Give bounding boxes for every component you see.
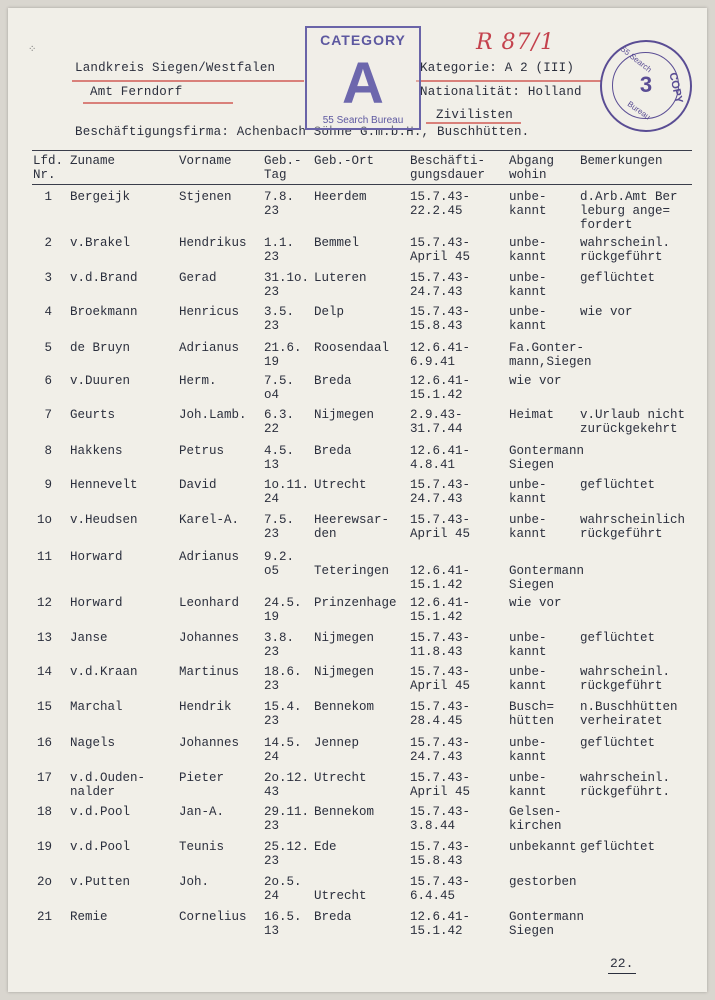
copy-stamp-ring-top: 55 Search	[619, 44, 654, 75]
cell-bemerkungen: wahrscheinl. rückgeführt	[580, 665, 671, 693]
cell-zuname: v.Putten	[70, 875, 131, 889]
cell-geb-ort: Teteringen	[314, 564, 390, 578]
red-underline-landkreis	[72, 80, 304, 82]
cell-bemerkungen: geflüchtet	[580, 840, 656, 854]
cell-zuname: Remie	[70, 910, 108, 924]
cell-dauer: 2.9.43- 31.7.44	[410, 408, 463, 436]
cell-geb-tag: 6.3. 22	[264, 408, 295, 436]
red-underline-amt	[83, 102, 233, 104]
nationalitaet-line: Nationalität: Holland	[420, 85, 582, 99]
cell-geb-tag: 15.4. 23	[264, 700, 302, 728]
copy-stamp	[600, 40, 692, 132]
cell-geb-ort: Nijmegen	[314, 665, 375, 679]
cell-geb-tag: 7.5. o4	[264, 374, 295, 402]
red-underline-kategorie	[416, 80, 601, 82]
cell-zuname: Janse	[70, 631, 108, 645]
cell-geb-tag: 1o.11. 24	[264, 478, 310, 506]
cell-abgang: Gontermann Siegen	[509, 444, 585, 472]
cell-geb-ort: Utrecht	[314, 478, 367, 492]
category-stamp-footer: 55 Search Bureau	[322, 115, 404, 126]
category-stamp-letter: A	[342, 51, 384, 116]
page-number: 22.	[610, 956, 634, 971]
cell-vorname: Adrianus	[179, 341, 240, 355]
cell-zuname: v.Heudsen	[70, 513, 138, 527]
cell-dauer: 15.7.43- 3.8.44	[410, 805, 471, 833]
cell-vorname: Hendrik	[179, 700, 232, 714]
col-header-nr: Lfd. Nr.	[33, 154, 64, 182]
cell-dauer: 12.6.41- 15.1.42	[410, 374, 471, 402]
cell-nr: 15	[36, 700, 52, 714]
cell-bemerkungen: wahrscheinl. rückgeführt.	[580, 771, 671, 799]
col-header-geb-tag: Geb.- Tag	[264, 154, 302, 182]
punch-mark: ⁘	[28, 45, 37, 56]
cell-nr: 1o	[36, 513, 52, 527]
landkreis-line: Landkreis Siegen/Westfalen	[75, 61, 276, 75]
cell-nr: 13	[36, 631, 52, 645]
category-stamp-title: CATEGORY	[320, 32, 406, 48]
cell-zuname: Horward	[70, 596, 123, 610]
cell-geb-ort: Breda	[314, 910, 352, 924]
cell-geb-tag: 25.12. 23	[264, 840, 310, 868]
cell-bemerkungen: wahrscheinl. rückgeführt	[580, 236, 671, 264]
cell-vorname: Johannes	[179, 736, 240, 750]
cell-geb-ort: Bennekom	[314, 700, 375, 714]
cell-geb-tag: 29.11. 23	[264, 805, 310, 833]
cell-nr: 7	[44, 408, 52, 422]
cell-vorname: Joh.Lamb.	[179, 408, 247, 422]
cell-bemerkungen: geflüchtet	[580, 271, 656, 285]
cell-dauer: 15.7.43- 24.7.43	[410, 736, 471, 764]
cell-zuname: v.Brakel	[70, 236, 131, 250]
col-header-dauer: Beschäfti- gungsdauer	[410, 154, 486, 182]
cell-geb-ort: Breda	[314, 374, 352, 388]
cell-abgang: Busch= hütten	[509, 700, 555, 728]
red-reference-mark: R 87/1	[476, 30, 555, 55]
cell-zuname: v.Duuren	[70, 374, 131, 388]
cell-zuname: Hakkens	[70, 444, 123, 458]
cell-abgang: wie vor	[509, 596, 562, 610]
cell-nr: 4	[44, 305, 52, 319]
cell-abgang: Fa.Gonter- mann,Siegen	[509, 341, 592, 369]
cell-nr: 12	[36, 596, 52, 610]
col-header-zuname: Zuname	[70, 154, 116, 168]
copy-stamp-ring-bottom: Bureau	[625, 99, 653, 122]
cell-zuname: Horward	[70, 550, 123, 564]
cell-vorname: Herm.	[179, 374, 217, 388]
cell-bemerkungen: wie vor	[580, 305, 633, 319]
cell-nr: 16	[36, 736, 52, 750]
cell-abgang: gestorben	[509, 875, 577, 889]
cell-zuname: de Bruyn	[70, 341, 131, 355]
cell-abgang: unbe- kannt	[509, 631, 547, 659]
cell-abgang: unbekannt	[509, 840, 577, 854]
cell-zuname: v.d.Kraan	[70, 665, 138, 679]
cell-abgang: unbe- kannt	[509, 513, 547, 541]
kategorie-line: Kategorie: A 2 (III)	[420, 61, 575, 75]
amt-line: Amt Ferndorf	[90, 85, 183, 99]
cell-dauer: 15.7.43- 24.7.43	[410, 478, 471, 506]
cell-dauer: 12.6.41- 15.1.42	[410, 596, 471, 624]
cell-vorname: Johannes	[179, 631, 240, 645]
cell-geb-ort: Bemmel	[314, 236, 360, 250]
cell-vorname: Hendrikus	[179, 236, 247, 250]
cell-dauer: 12.6.41- 4.8.41	[410, 444, 471, 472]
cell-geb-tag: 2o.5. 24	[264, 875, 302, 903]
cell-abgang: Gontermann Siegen	[509, 564, 585, 592]
cell-geb-ort: Jennep	[314, 736, 360, 750]
cell-geb-tag: 2o.12. 43	[264, 771, 310, 799]
cell-bemerkungen: n.Buschhütten verheiratet	[580, 700, 678, 728]
firma-line: Beschäftigungsfirma: Achenbach Söhne G.m.b.H., Buschhütten.	[75, 125, 530, 139]
document-page	[8, 8, 707, 992]
cell-dauer: 12.6.41- 15.1.42	[410, 564, 471, 592]
cell-geb-ort: Luteren	[314, 271, 367, 285]
cell-zuname: Broekmann	[70, 305, 138, 319]
cell-geb-ort: Breda	[314, 444, 352, 458]
cell-geb-tag: 18.6. 23	[264, 665, 302, 693]
cell-nr: 8	[44, 444, 52, 458]
col-header-abgang: Abgang wohin	[509, 154, 555, 182]
cell-dauer: 15.7.43- 15.8.43	[410, 305, 471, 333]
cell-vorname: David	[179, 478, 217, 492]
cell-dauer: 12.6.41- 15.1.42	[410, 910, 471, 938]
copy-stamp-word: COPY	[666, 71, 685, 105]
cell-geb-tag: 3.5. 23	[264, 305, 295, 333]
cell-nr: 5	[44, 341, 52, 355]
cell-bemerkungen: v.Urlaub nicht zurückgekehrt	[580, 408, 686, 436]
cell-geb-ort: Heerdem	[314, 190, 367, 204]
cell-dauer: 15.7.43- 28.4.45	[410, 700, 471, 728]
cell-dauer: 15.7.43- 6.4.45	[410, 875, 471, 903]
cell-dauer: 15.7.43- 15.8.43	[410, 840, 471, 868]
table-top-rule	[32, 150, 692, 151]
cell-abgang: Gelsen- kirchen	[509, 805, 562, 833]
cell-geb-tag: 21.6. 19	[264, 341, 302, 369]
cell-vorname: Cornelius	[179, 910, 247, 924]
cell-abgang: unbe- kannt	[509, 771, 547, 799]
cell-nr: 3	[44, 271, 52, 285]
cell-vorname: Karel-A.	[179, 513, 240, 527]
cell-abgang: unbe- kannt	[509, 236, 547, 264]
cell-nr: 18	[36, 805, 52, 819]
cell-vorname: Petrus	[179, 444, 225, 458]
cell-bemerkungen: geflüchtet	[580, 631, 656, 645]
cell-vorname: Stjenen	[179, 190, 232, 204]
cell-dauer: 12.6.41- 6.9.41	[410, 341, 471, 369]
cell-geb-tag: 1.1. 23	[264, 236, 295, 264]
cell-dauer: 15.7.43- April 45	[410, 236, 471, 264]
cell-bemerkungen: geflüchtet	[580, 736, 656, 750]
cell-geb-tag: 14.5. 24	[264, 736, 302, 764]
cell-vorname: Gerad	[179, 271, 217, 285]
cell-nr: 19	[36, 840, 52, 854]
cell-abgang: unbe- kannt	[509, 665, 547, 693]
table-header-rule	[32, 184, 692, 185]
page-number-underline	[608, 973, 636, 974]
cell-geb-tag: 31.1o. 23	[264, 271, 310, 299]
cell-geb-tag: 9.2. o5	[264, 550, 295, 578]
cell-geb-ort: Utrecht	[314, 771, 367, 785]
cell-dauer: 15.7.43- 24.7.43	[410, 271, 471, 299]
cell-vorname: Pieter	[179, 771, 225, 785]
zivilisten-line: Zivilisten	[436, 108, 514, 122]
cell-abgang: unbe- kannt	[509, 190, 547, 218]
cell-dauer: 15.7.43- April 45	[410, 665, 471, 693]
cell-geb-tag: 3.8. 23	[264, 631, 295, 659]
cell-dauer: 15.7.43- April 45	[410, 771, 471, 799]
cell-abgang: Gontermann Siegen	[509, 910, 585, 938]
cell-vorname: Leonhard	[179, 596, 240, 610]
cell-abgang: unbe- kannt	[509, 305, 547, 333]
col-header-bemerkungen: Bemerkungen	[580, 154, 663, 168]
cell-nr: 11	[36, 550, 52, 564]
cell-geb-ort: Ede	[314, 840, 337, 854]
cell-geb-tag: 7.8. 23	[264, 190, 295, 218]
cell-geb-ort: Roosendaal	[314, 341, 390, 355]
cell-abgang: wie vor	[509, 374, 562, 388]
cell-vorname: Jan-A.	[179, 805, 225, 819]
cell-bemerkungen: geflüchtet	[580, 478, 656, 492]
cell-zuname: v.d.Ouden- nalder	[70, 771, 146, 799]
cell-zuname: v.d.Brand	[70, 271, 138, 285]
cell-abgang: unbe- kannt	[509, 271, 547, 299]
cell-zuname: v.d.Pool	[70, 840, 131, 854]
cell-zuname: v.d.Pool	[70, 805, 131, 819]
cell-abgang: Heimat	[509, 408, 555, 422]
cell-dauer: 15.7.43- 22.2.45	[410, 190, 471, 218]
cell-vorname: Martinus	[179, 665, 240, 679]
cell-geb-ort: Heerewsar- den	[314, 513, 390, 541]
col-header-geb-ort: Geb.-Ort	[314, 154, 375, 168]
cell-geb-ort: Delp	[314, 305, 345, 319]
cell-geb-tag: 4.5. 13	[264, 444, 295, 472]
cell-nr: 2	[44, 236, 52, 250]
cell-nr: 14	[36, 665, 52, 679]
cell-vorname: Adrianus	[179, 550, 240, 564]
cell-nr: 21	[36, 910, 52, 924]
cell-geb-ort: Bennekom	[314, 805, 375, 819]
cell-zuname: Hennevelt	[70, 478, 138, 492]
cell-bemerkungen: wahrscheinlich rückgeführt	[580, 513, 686, 541]
cell-bemerkungen: d.Arb.Amt Ber leburg ange= fordert	[580, 190, 678, 232]
col-header-vorname: Vorname	[179, 154, 232, 168]
cell-nr: 6	[44, 374, 52, 388]
red-underline-zivilisten	[426, 122, 521, 124]
copy-stamp-number: 3	[639, 72, 653, 97]
cell-geb-tag: 16.5. 13	[264, 910, 302, 938]
cell-dauer: 15.7.43- 11.8.43	[410, 631, 471, 659]
cell-zuname: Geurts	[70, 408, 116, 422]
cell-geb-ort: Prinzenhage	[314, 596, 397, 610]
cell-abgang: unbe- kannt	[509, 478, 547, 506]
cell-geb-tag: 7.5. 23	[264, 513, 295, 541]
cell-zuname: Bergeijk	[70, 190, 131, 204]
cell-nr: 9	[44, 478, 52, 492]
cell-vorname: Henricus	[179, 305, 240, 319]
cell-nr: 1	[44, 190, 52, 204]
cell-nr: 17	[36, 771, 52, 785]
cell-dauer: 15.7.43- April 45	[410, 513, 471, 541]
cell-nr: 2o	[36, 875, 52, 889]
cell-geb-ort: Nijmegen	[314, 631, 375, 645]
cell-vorname: Teunis	[179, 840, 225, 854]
category-stamp	[305, 26, 421, 130]
cell-zuname: Nagels	[70, 736, 116, 750]
cell-geb-ort: Nijmegen	[314, 408, 375, 422]
cell-zuname: Marchal	[70, 700, 123, 714]
cell-vorname: Joh.	[179, 875, 210, 889]
cell-geb-ort: Utrecht	[314, 889, 367, 903]
cell-geb-tag: 24.5. 19	[264, 596, 302, 624]
cell-abgang: unbe- kannt	[509, 736, 547, 764]
